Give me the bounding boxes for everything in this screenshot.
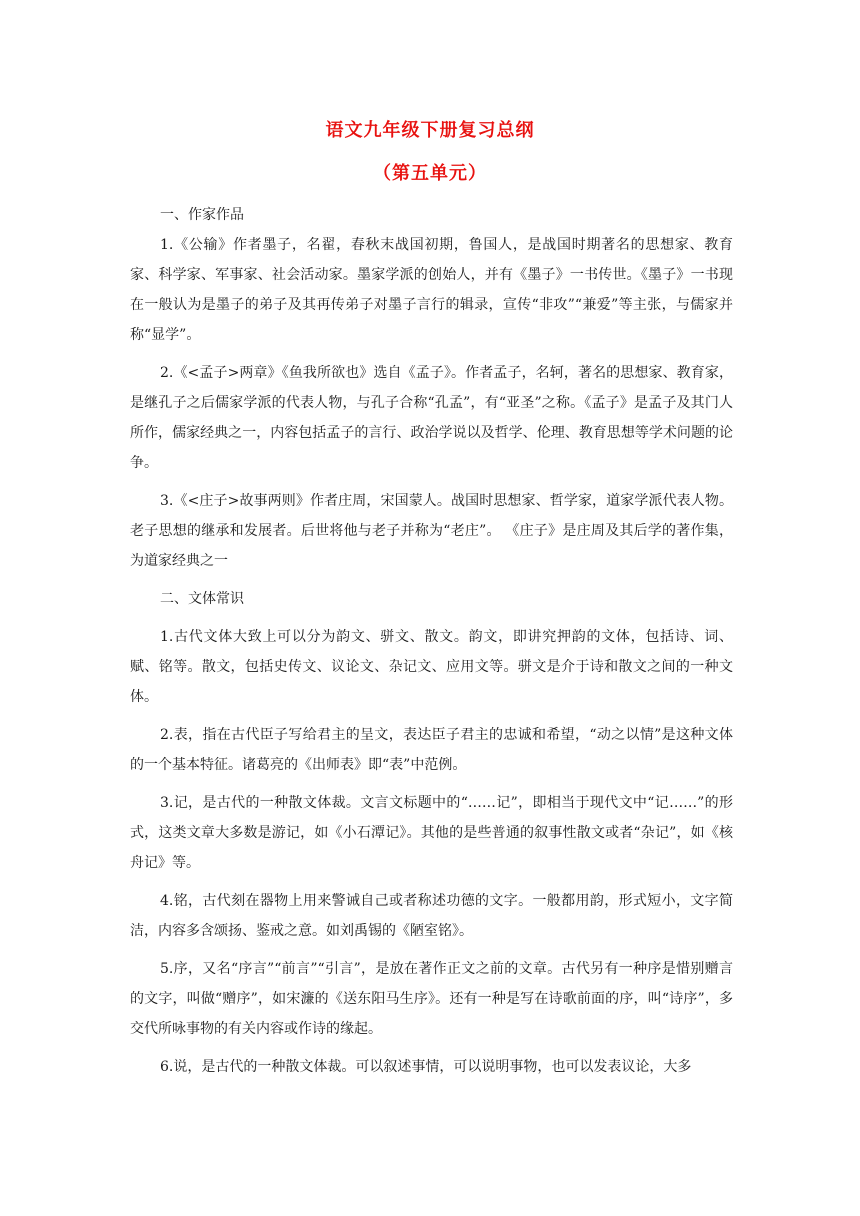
section-heading: 一、作家作品 (160, 207, 244, 223)
section-heading: 二、文体常识 (160, 591, 244, 607)
paragraph: 5.序，又名“序言”“前言”“引言”，是放在著作正文之前的文章。古代另有一种序是惜别赠言的文字，叫做“赠序”，如宋濂的《送东阳马生序》。还有一种是写在诗歌前面的序，叫“诗序”，多交代所咏事物的有关内容或作诗的缘起。 (130, 961, 733, 1037)
paragraph: 3.《<庄子>故事两则》作者庄周，宋国蒙人。战国时思想家、哲学家，道家学派代表人物。老子思想的继承和发展者。后世将他与老子并称为“老庄”。 《庄子》是庄周及其后学的著作集，为道家经典之一 (130, 493, 733, 569)
document-body (130, 200, 733, 1082)
paragraph: 6.说，是古代的一种散文体裁。可以叙述事情，可以说明事物，也可以发表议论，大多 (160, 1059, 692, 1075)
paragraph: 4.铭，古代刻在器物上用来警诫自己或者称述功德的文字。一般都用韵，形式短小，文字简洁，内容多含颂扬、鉴戒之意。如刘禹锡的《陋室铭》。 (130, 893, 733, 939)
paragraph: 2.《<孟子>两章》《鱼我所欲也》选自《孟子》。作者孟子，名轲，著名的思想家、教育家，是继孔子之后儒家学派的代表人物，与孔子合称“孔孟”，有“亚圣”之称。《孟子》是孟子及其门人所作，儒家经典之一，内容包括孟子的言行、政治学说以及哲学、伦理、教育思想等学术问题的论争。 (130, 365, 733, 471)
document-title: 语文九年级下册复习总纲 (325, 120, 535, 141)
document-subtitle: （第五单元） (373, 163, 487, 184)
paragraph: 1.古代文体大致上可以分为韵文、骈文、散文。韵文，即讲究押韵的文体，包括诗、词、赋、铭等。散文，包括史传文、议论文、杂记文、应用文等。骈文是介于诗和散文之间的一种文体。 (130, 629, 733, 705)
paragraph: 2.表，指在古代臣子写给君主的呈文，表达臣子君主的忠诚和希望，“动之以情”是这种文体的一个基本特征。诸葛亮的《出师表》即“表”中范例。 (130, 727, 733, 773)
paragraph: 1.《公输》作者墨子，名翟，春秋末战国初期，鲁国人，是战国时期著名的思想家、教育家、科学家、军事家、社会活动家。墨家学派的创始人，并有《墨子》一书传世。《墨子》一书现在一般认为是墨子的弟子及其再传弟子对墨子言行的辑录，宣传“非攻”“兼爱”等主张，与儒家并称“显学”。 (130, 237, 733, 343)
paragraph: 3.记，是古代的一种散文体裁。文言文标题中的“……记”，即相当于现代文中“记……”的形式，这类文章大多数是游记，如《小石潭记》。其他的是些普通的叙事性散文或者“杂记”，如《核舟记》等。 (130, 795, 733, 871)
